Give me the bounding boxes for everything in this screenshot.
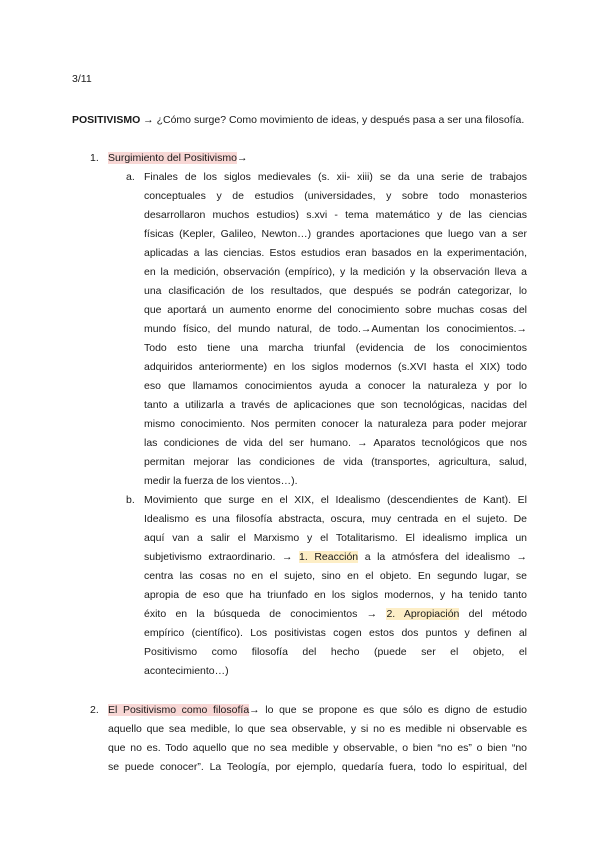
item-a-line: Todo esto tiene una marcha triunfal (evidencia de los conocimientos: [144, 342, 527, 354]
item-b-line-part: subjetivismo extraordinario. →: [144, 551, 300, 563]
item-a-line: permitan mejorar las condiciones de vida (transportes, agricultura, salud,: [144, 456, 527, 468]
item-a-line: medir la fuerza de los vientos…).: [144, 475, 298, 487]
section-1-heading: Surgimiento del Positivismo: [108, 152, 237, 164]
item-b-line-part: éxito en la búsqueda de conocimientos →: [144, 608, 387, 620]
item-b-line: aquí van a salir el Marxismo y el Totalitarismo. El idealismo implica un: [144, 532, 527, 544]
section-2-line-part: → lo que se propone es que sólo es digno de estudio: [249, 704, 527, 716]
section-2-number: 2.: [90, 704, 99, 716]
item-a-line: Finales de los siglos medievales (s. xii- xiii) se da una serie de trabajos: [144, 171, 527, 183]
reaccion-highlight: 1. Reacción: [299, 551, 359, 563]
item-a-line: tanto a utilizarla a través de aplicaciones que son tecnológicas, nacidas del: [144, 399, 527, 411]
item-a: [126, 168, 527, 491]
item-a-text: [144, 168, 527, 491]
section-2-line: que no es. Todo aquello que no sea medible y observable, o bien “no es” o bien “no: [108, 742, 527, 754]
section-2-line: [108, 701, 527, 720]
section-2-line: se puede conocer”. La Teología, por ejemplo, quedaría fuera, todo lo espiritual, del: [108, 761, 527, 773]
item-b-line: [144, 548, 527, 567]
section-2-heading: El Positivismo como filosofía: [108, 704, 250, 716]
item-a-line: una clasificación de los resultados, que después se podrán categorizar, lo: [144, 285, 527, 297]
item-b-line: Movimiento que surge en el XIX, el Idealismo (descendientes de Kant). El: [144, 494, 527, 506]
item-b-label: b.: [126, 494, 135, 506]
section-1-number: 1.: [90, 152, 99, 164]
section-2-line: aquello que sea medible, lo que sea observable, y si no es medible ni observable es: [108, 723, 527, 735]
intro-text: → ¿Cómo surge? Como movimiento de ideas, y después pasa a ser una filosofía.: [140, 114, 525, 126]
item-a-line: mundo físico, del mundo natural, de todo.→Aumentan los conocimientos.→: [144, 323, 527, 335]
section-1: [90, 149, 530, 168]
item-a-label: a.: [126, 171, 135, 183]
item-b: [126, 491, 527, 681]
item-a-line: conceptuales y de estudios (universidades, y sobre todo monasterios: [144, 190, 527, 202]
item-a-line: en la medición, observación (empírico), y la medición y la observación lleva a: [144, 266, 527, 278]
section-2: [90, 701, 527, 777]
item-a-line: adquiridos anteriormente) en los siglos modernos (s.XVI hasta el XIX) todo: [144, 361, 527, 373]
item-b-line: empírico (científico). Los positivistas cogen estos dos puntos y definen al: [144, 627, 527, 639]
page-number: 3/11: [72, 73, 92, 85]
apropiacion-highlight: 2. Apropiación: [386, 608, 460, 620]
item-b-line-part: a la atmósfera del idealismo →: [358, 551, 527, 563]
item-b-line-part: del método: [459, 608, 527, 620]
item-a-line: desarrollaron muchos estudios) s.xvi - tema matemático y de las ciencias: [144, 209, 527, 221]
intro-title: POSITIVISMO: [72, 114, 141, 126]
intro-paragraph: [72, 111, 527, 130]
item-a-line: mismo conocimiento. Nos permiten conocer la naturaleza para poder mejorar: [144, 418, 527, 430]
item-a-line: que aportará un aumento enorme del conocimiento sobre muchas cosas del: [144, 304, 527, 316]
item-a-line: aplicadas a las ciencias. Estos estudios eran basados en la experimentación,: [144, 247, 527, 259]
item-a-line: las condiciones de vida del ser humano. → Aparatos tecnológicos que nos: [144, 437, 527, 449]
item-b-line: centra las cosas no en el sujeto, sino en el objeto. En segundo lugar, se: [144, 570, 527, 582]
item-a-line: físicas (Kepler, Galileo, Newton…) grandes aportaciones que luego van a ser: [144, 228, 527, 240]
section-1-arrow: →: [236, 152, 248, 164]
item-b-line: Positivismo como filosofía del hecho (puede ser el objeto, el: [144, 646, 527, 658]
item-b-line: [144, 605, 527, 624]
item-b-line: acontecimiento…): [144, 665, 229, 677]
item-b-text: [144, 491, 527, 681]
item-b-line: Idealismo es una filosofía abstracta, oscura, muy centrada en el sujeto. De: [144, 513, 527, 525]
item-a-line: eso que llamamos conocimientos ayuda a conocer la naturaleza y por lo: [144, 380, 527, 392]
section-2-text: [108, 701, 527, 777]
item-b-line: apropia de eso que ha triunfado en los siglos modernos, y ha tenido tanto: [144, 589, 527, 601]
